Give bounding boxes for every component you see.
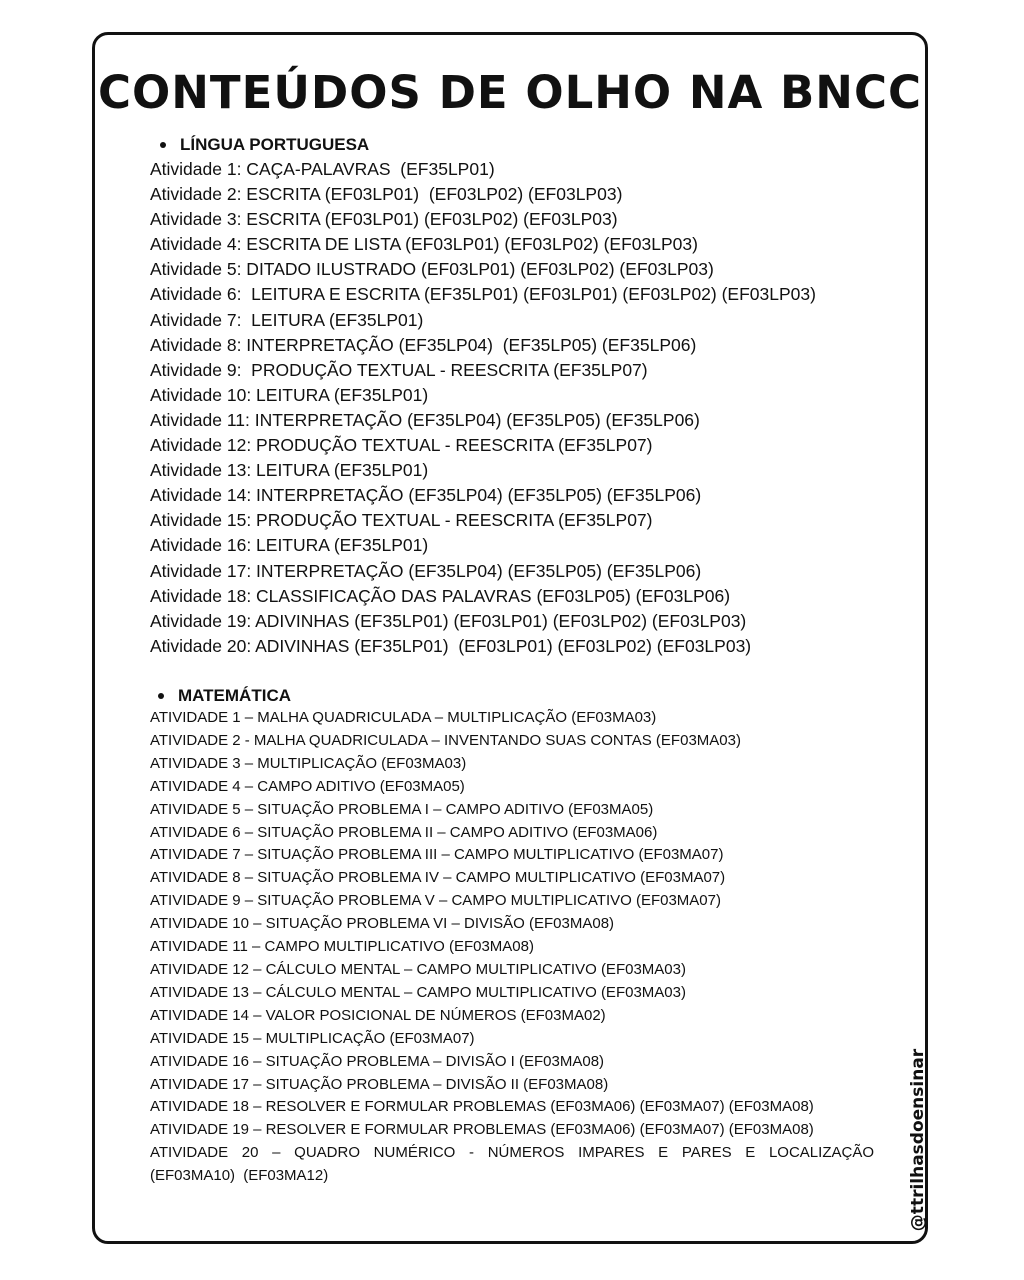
- list-item: Atividade 4: ESCRITA DE LISTA (EF03LP01) (EF03LP02) (EF03LP03): [150, 234, 698, 255]
- list-item: Atividade 2: ESCRITA (EF03LP01) (EF03LP02) (EF03LP03): [150, 184, 623, 205]
- bullet-icon: [158, 693, 164, 699]
- list-item: ATIVIDADE 3 – MULTIPLICAÇÃO (EF03MA03): [150, 754, 467, 772]
- list-item: Atividade 1: CAÇA-PALAVRAS (EF35LP01): [150, 159, 495, 179]
- section-matematica: [150, 684, 874, 1188]
- list-item: ATIVIDADE 20 – QUADRO NUMÉRICO - NÚMEROS IMPARES E PARES E LOCALIZAÇÃO (EF03MA10) (EF03MA12): [150, 1144, 874, 1185]
- list-item: Atividade 3: ESCRITA (EF03LP01) (EF03LP02) (EF03LP03): [150, 209, 618, 230]
- list-item: Atividade 8: INTERPRETAÇÃO (EF35LP04) (EF35LP05) (EF35LP06): [150, 334, 697, 355]
- author-handle: @ttrilhasdoensinar: [908, 1048, 928, 1232]
- section-lingua-portuguesa: [150, 132, 874, 659]
- list-item: ATIVIDADE 5 – SITUAÇÃO PROBLEMA I – CAMPO ADITIVO (EF03MA05): [150, 800, 654, 818]
- list-item: ATIVIDADE 7 – SITUAÇÃO PROBLEMA III – CAMPO MULTIPLICATIVO (EF03MA07): [150, 846, 724, 864]
- list-item: ATIVIDADE 6 – SITUAÇÃO PROBLEMA II – CAMPO ADITIVO (EF03MA06): [150, 823, 658, 841]
- matematica-activity-list: [150, 707, 874, 1188]
- list-item: Atividade 19: ADIVINHAS (EF35LP01) (EF03LP01) (EF03LP02) (EF03LP03): [150, 610, 747, 631]
- list-item: Atividade 18: CLASSIFICAÇÃO DAS PALAVRAS (EF03LP05) (EF03LP06): [150, 585, 731, 606]
- list-item: ATIVIDADE 16 – SITUAÇÃO PROBLEMA – DIVISÃO I (EF03MA08): [150, 1052, 605, 1070]
- list-item: ATIVIDADE 4 – CAMPO ADITIVO (EF03MA05): [150, 777, 465, 795]
- list-item: ATIVIDADE 9 – SITUAÇÃO PROBLEMA V – CAMPO MULTIPLICATIVO (EF03MA07): [150, 892, 721, 910]
- list-item: ATIVIDADE 14 – VALOR POSICIONAL DE NÚMEROS (EF03MA02): [150, 1006, 606, 1024]
- section-heading-matematica: [158, 684, 874, 707]
- list-item: ATIVIDADE 18 – RESOLVER E FORMULAR PROBLEMAS (EF03MA06) (EF03MA07) (EF03MA08): [150, 1098, 814, 1116]
- list-item: ATIVIDADE 11 – CAMPO MULTIPLICATIVO (EF03MA08): [150, 938, 534, 956]
- section-heading-label: LÍNGUA PORTUGUESA: [180, 134, 370, 154]
- list-item: Atividade 13: LEITURA (EF35LP01): [150, 460, 429, 481]
- list-item: Atividade 16: LEITURA (EF35LP01): [150, 535, 429, 556]
- list-item: Atividade 7: LEITURA (EF35LP01): [150, 309, 424, 330]
- section-heading-label: MATEMÁTICA: [178, 685, 291, 705]
- list-item: Atividade 5: DITADO ILUSTRADO (EF03LP01) (EF03LP02) (EF03LP03): [150, 259, 714, 280]
- list-item: Atividade 15: PRODUÇÃO TEXTUAL - REESCRITA (EF35LP07): [150, 510, 653, 531]
- list-item: ATIVIDADE 19 – RESOLVER E FORMULAR PROBLEMAS (EF03MA06) (EF03MA07) (EF03MA08): [150, 1121, 814, 1139]
- page-title: CONTEÚDOS DE OLHO NA BNCC: [97, 66, 923, 119]
- list-item: Atividade 10: LEITURA (EF35LP01): [150, 384, 429, 405]
- list-item: ATIVIDADE 10 – SITUAÇÃO PROBLEMA VI – DIVISÃO (EF03MA08): [150, 915, 615, 933]
- list-item: ATIVIDADE 2 - MALHA QUADRICULADA – INVENTANDO SUAS CONTAS (EF03MA03): [150, 731, 741, 749]
- list-item: Atividade 20: ADIVINHAS (EF35LP01) (EF03LP01) (EF03LP02) (EF03LP03): [150, 635, 752, 656]
- list-item: ATIVIDADE 8 – SITUAÇÃO PROBLEMA IV – CAMPO MULTIPLICATIVO (EF03MA07): [150, 869, 726, 887]
- list-item: Atividade 14: INTERPRETAÇÃO (EF35LP04) (EF35LP05) (EF35LP06): [150, 485, 702, 506]
- lingua-portuguesa-activity-list: [150, 157, 874, 659]
- list-item: Atividade 11: INTERPRETAÇÃO (EF35LP04) (EF35LP05) (EF35LP06): [150, 409, 700, 430]
- list-item: Atividade 9: PRODUÇÃO TEXTUAL - REESCRITA (EF35LP07): [150, 359, 648, 380]
- section-heading-lingua-portuguesa: [160, 132, 874, 157]
- list-item: ATIVIDADE 1 – MALHA QUADRICULADA – MULTIPLICAÇÃO (EF03MA03): [150, 709, 657, 726]
- list-item: Atividade 17: INTERPRETAÇÃO (EF35LP04) (EF35LP05) (EF35LP06): [150, 560, 702, 581]
- list-item: ATIVIDADE 13 – CÁLCULO MENTAL – CAMPO MULTIPLICATIVO (EF03MA03): [150, 983, 686, 1001]
- bullet-icon: [160, 142, 166, 148]
- list-item: Atividade 6: LEITURA E ESCRITA (EF35LP01) (EF03LP01) (EF03LP02) (EF03LP03): [150, 284, 816, 305]
- list-item: ATIVIDADE 12 – CÁLCULO MENTAL – CAMPO MULTIPLICATIVO (EF03MA03): [150, 960, 686, 978]
- list-item: ATIVIDADE 17 – SITUAÇÃO PROBLEMA – DIVISÃO II (EF03MA08): [150, 1075, 609, 1093]
- list-item: Atividade 12: PRODUÇÃO TEXTUAL - REESCRITA (EF35LP07): [150, 435, 653, 456]
- list-item: ATIVIDADE 15 – MULTIPLICAÇÃO (EF03MA07): [150, 1029, 475, 1047]
